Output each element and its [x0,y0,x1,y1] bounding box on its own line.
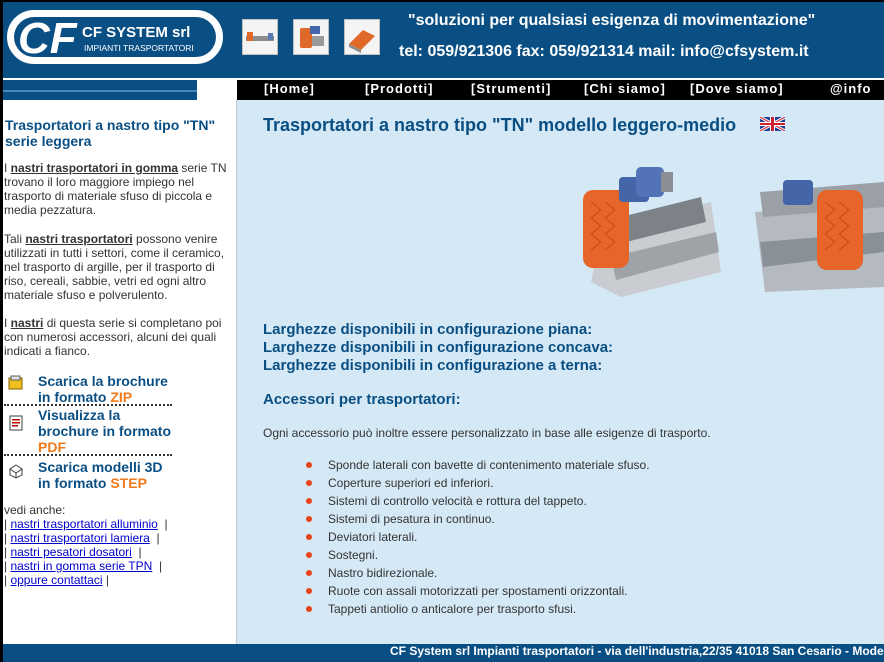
link-alluminio[interactable]: nastri trasportatori alluminio [10,517,158,531]
top-nav [237,80,884,100]
conveyor-product-image [755,172,884,302]
download-separator [4,404,172,406]
view-pdf-format: PDF [38,439,66,455]
conveyor-thumb-icon [345,20,379,54]
nav-chi-siamo[interactable]: [Chi siamo] [584,81,666,96]
footer-address: CF System srl Impianti trasportatori - via dell'industria,22/35 41018 San Cesario - Mode [390,644,884,658]
nav-info[interactable]: @info [830,81,872,96]
bullet-icon [306,516,312,522]
download-zip-label[interactable] [38,373,178,405]
p2-bold: nastri trasportatori [25,232,133,246]
see-also-links [4,517,234,587]
nav-strumenti[interactable]: [Strumenti] [471,81,552,96]
nav-prodotti[interactable]: [Prodotti] [365,81,434,96]
widths-section [263,321,613,375]
bullet-icon [306,606,312,612]
accessory-text: Coperture superiori ed inferiori. [328,476,494,490]
download-zip-format: ZIP [110,389,133,405]
see-also-row: | nastri trasportatori lamiera | [4,531,160,545]
view-pdf-label[interactable] [38,407,178,455]
p1-rest: serie TN trovano il loro maggiore impiego nel trasporto di materiale sfuso di piccola e media pezzatura. [4,161,227,217]
download-step-format: STEP [110,475,147,491]
list-item [328,584,650,602]
p3-rest: di questa serie si completano poi con numerosi accessori, alcuni dei quali indicati a fianco. [4,316,222,358]
bullet-icon [306,480,312,486]
accessory-text: Sostegni. [328,548,379,562]
page-title: Trasportatori a nastro tipo "TN" modello leggero-medio [263,115,737,135]
view-pdf-text: Visualizza la brochure in formato [38,407,172,439]
sidebar [3,100,237,644]
p2-start: Tali [4,232,26,246]
accessory-text: Nastro bidirezionale. [328,566,438,580]
site-footer [3,644,884,662]
accessory-text: Ruote con assali motorizzati per spostamenti orizzontali. [328,584,628,598]
p1-bold: nastri trasportatori in gomma [10,161,179,175]
header-contacts: tel: 059/921306 fax: 059/921314 mail: info@cfsystem.it [399,43,809,60]
list-item [328,458,650,476]
list-item [328,494,650,512]
bullet-icon [306,462,312,468]
header-slogan: "soluzioni per qualsiasi esigenza di movimentazione" [408,12,816,29]
product-thumb-3[interactable] [344,19,380,55]
width-flat: Larghezze disponibili in configurazione piana: [263,321,593,338]
conveyor-thumb-icon [243,20,277,54]
site-header [3,2,884,78]
download-zip-text: Scarica la brochure in formato [38,373,168,405]
logo-line2: IMPIANTI TRASPORTATORI [84,43,194,53]
svg-text:CF: CF [18,14,77,63]
bullet-icon [306,534,312,540]
pdf-file-icon [8,415,24,431]
see-also-row: | nastri pesatori dosatori | [4,545,142,559]
list-item [328,512,650,530]
p3-bold: nastri [10,316,44,330]
conveyor-product-image [581,162,721,297]
cf-system-logo[interactable] [6,9,224,65]
nav-dove-siamo[interactable]: [Dove siamo] [690,81,784,96]
list-item [328,548,650,566]
list-item [328,602,650,620]
nav-home[interactable]: [Home] [264,81,315,96]
zip-archive-icon [8,375,24,391]
link-pesatori[interactable]: nastri pesatori dosatori [10,545,132,559]
link-tpn[interactable]: nastri in gomma serie TPN [10,559,153,573]
link-contattaci[interactable]: oppure contattaci [10,573,103,587]
sidebar-paragraph-3 [4,316,232,358]
list-item [328,530,650,548]
accessory-text: Tappeti antiolio o anticalore per trasporto sfusi. [328,602,577,616]
list-item [328,476,650,494]
bullet-icon [306,588,312,594]
p3-start: I [4,316,11,330]
width-concave: Larghezze disponibili in configurazione concava: [263,339,614,356]
accessories-intro: Ogni accessorio può inoltre essere personalizzato in base alle esigenze di trasporto. [263,426,711,440]
link-lamiera[interactable]: nastri trasportatori lamiera [10,531,150,545]
accessory-text: Sistemi di pesatura in continuo. [328,512,495,526]
download-step-text: Scarica modelli 3D in formato [38,459,163,491]
sidebar-paragraph-1 [4,161,232,217]
bullet-icon [306,570,312,576]
product-thumb-1[interactable] [242,19,278,55]
see-also-row: | nastri in gomma serie TPN | [4,559,163,573]
bullet-icon [306,552,312,558]
width-triple: Larghezze disponibili in configurazione a terna: [263,357,603,374]
list-item [328,566,650,584]
see-also-row: | nastri trasportatori alluminio | [4,517,168,531]
accessory-text: Deviatori laterali. [328,530,418,544]
accessories-title: Accessori per trasportatori: [263,391,461,408]
accessory-text: Sistemi di controllo velocità e rottura del tappeto. [328,494,587,508]
sidebar-paragraph-2 [4,232,232,302]
see-also-row: | oppure contattaci | [4,573,109,587]
p2-rest: possono venire utilizzati in tutti i settori, come il ceramico, nel trasporto di argille, per il trasporto di riso, cereali, sabbie, vetri ed ogni altro materiale sfuso e polverulento. [4,232,225,302]
sidebar-title: Trasportatori a nastro tipo "TN" serie leggera [5,117,216,149]
download-step-label[interactable] [38,459,178,491]
english-flag-icon[interactable] [760,117,785,131]
main-content [237,100,884,644]
accessories-list [328,458,650,620]
header-left-band-line [3,90,197,92]
p1-start: I [4,161,11,175]
download-separator [4,454,172,456]
product-thumb-2[interactable] [293,19,329,55]
bullet-icon [306,498,312,504]
accessory-text: Sponde laterali con bavette di contenimento materiale sfuso. [328,458,650,472]
3d-model-icon [8,463,24,479]
see-also-label: vedi anche: [4,503,66,517]
logo-line1: CF SYSTEM srl [82,24,191,41]
conveyor-thumb-icon [294,20,328,54]
